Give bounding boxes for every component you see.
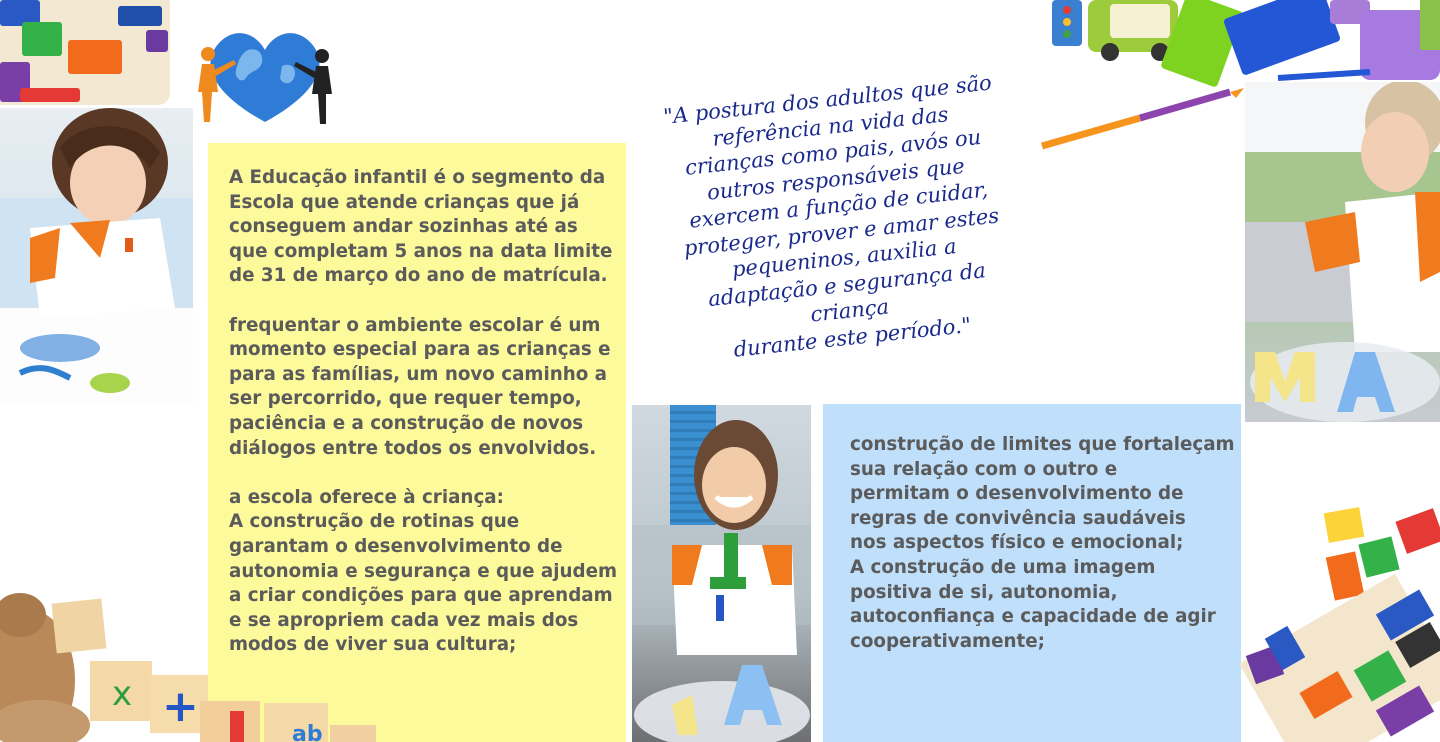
paragraph-intro: A Educação infantil é o segmento da Escola que atende crianças que já conseguem andar sozinhas até as que completam 5 anos na data limite de 31 de março do ano de matrícula. bbox=[229, 167, 613, 287]
heart-logo-icon bbox=[190, 22, 340, 132]
paragraph-school-offers: a escola oferece à criança: A construção de rotinas que garantam o desenvolvimento de autonomia e segurança e que ajudem a criar condições para que aprendam e se apropriem cada vez mais dos modos de viver sua cultura; bbox=[229, 486, 618, 656]
paragraph-school-environment: frequentar o ambiente escolar é um momento especial para as crianças e para as famílias, um novo caminho a ser percorrido, que requer tempo, paciência e a construção de novos diálogos entre todos os envolvidos. bbox=[229, 314, 611, 459]
blue-panel-text: construção de limites que fortaleçam sua relação com o outro e permitam o desenvolvimento de regras de convivência saudáveis nos aspectos físico e emocional; A construção de uma imagem positiva de si, autonomia, autoconfiança e capacidade de agir cooperativamente; bbox=[850, 434, 1235, 652]
toddler-painting-photo bbox=[0, 108, 193, 405]
wooden-puzzle-bottom-right bbox=[1230, 500, 1440, 742]
block-x-letter: x bbox=[112, 674, 133, 714]
wooden-puzzle-top-left bbox=[0, 0, 170, 105]
smiling-girl-photo bbox=[632, 405, 811, 742]
teddy-bear-and-blocks bbox=[0, 585, 380, 742]
quote-text: "A postura dos adultos que são referência na vida das crianças como pais, avós ou outros responsáveis que exercem a função de cuidar, proteger, prover e amar estes pequeninos, auxilia a adaptação e segurança da criança durante este período." bbox=[662, 70, 1001, 362]
block-plus-letter: + bbox=[162, 681, 199, 732]
boy-with-letters-photo bbox=[1245, 82, 1440, 422]
svg-text:ab: ab bbox=[292, 722, 323, 742]
